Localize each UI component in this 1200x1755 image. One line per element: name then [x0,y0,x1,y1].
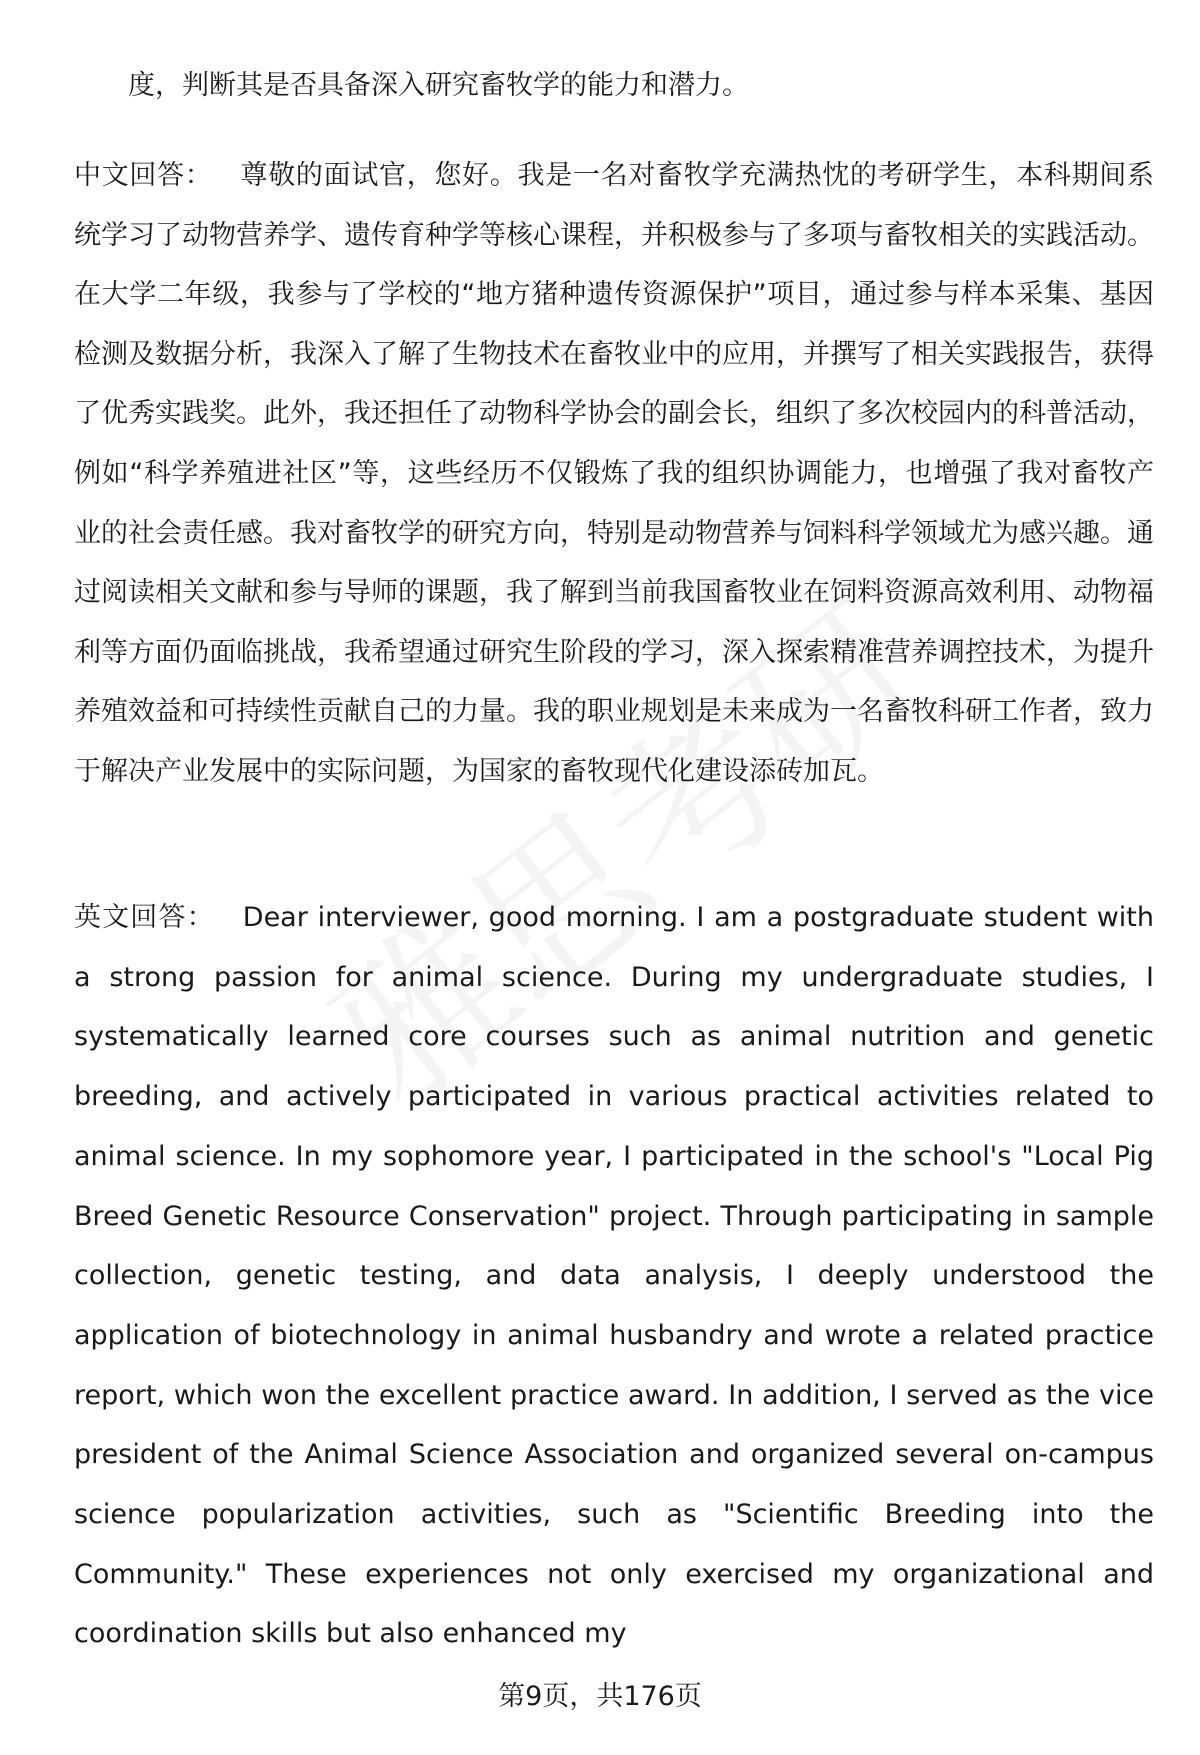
chinese-answer-text: 尊敬的面试官，您好。我是一名对畜牧学充满热忱的考研学生，本科期间系统学习了动物营养学、遗传育种学等核心课程，并积极参与了多项与畜牧相关的实践活动。在大学二年级，我参与了学校的“地方猪种遗传资源保护”项目，通过参与样本采集、基因检测及数据分析，我深入了解了生物技术在畜牧业中的应用，并撰写了相关实践报告，获得了优秀实践奖。此外，我还担任了动物科学协会的副会长，组织了多次校园内的科普活动，例如“科学养殖进社区”等，这些经历不仅锻炼了我的组织协调能力，也增强了我对畜牧产业的社会责任感。我对畜牧学的研究方向，特别是动物营养与饲料科学领域尤为感兴趣。通过阅读相关文献和参与导师的课题，我了解到当前我国畜牧业在饲料资源高效利用、动物福利等方面仍面临挑战，我希望通过研究生阶段的学习，深入探索精准营养调控技术，为提升养殖效益和可持续性贡献自己的力量。我的职业规划是未来成为一名畜牧科研工作者，致力于解决产业发展中的实际问题，为国家的畜牧现代化建设添砖加瓦。 [74,160,1155,787]
page-number-footer: 第9页，共176页 [498,1681,702,1712]
english-answer-label: 英文回答： [74,902,215,933]
chinese-answer-label: 中文回答： [74,160,213,191]
english-answer-paragraph [74,888,1154,1664]
english-answer-text: Dear interviewer, good morning. I am a postgraduate student with a strong passion for animal science. During my undergraduate studies, I systematically learned core courses such as animal nutrition and genetic breeding, and actively participated in various practical activities related to animal science. In my sophomore year, I participated in the school's "Local Pig Breed Genetic Resource Conservation" project. Through participating in sample collection, genetic testing, and data analysis, I deeply understood the application of biotechnology in animal husbandry and wrote a related practice report, which won the excellent practice award. In addition, I served as the vice president of the Animal Science Association and organized several on-campus science popularization activities, such as "Scientific Breeding into the Community." These experiences not only exercised my organizational and coordination skills but also enhanced my [74,902,1154,1650]
continuation-paragraph: 度，判断其是否具备深入研究畜牧学的能力和潜力。 [128,70,749,101]
chinese-answer-paragraph [74,146,1154,802]
